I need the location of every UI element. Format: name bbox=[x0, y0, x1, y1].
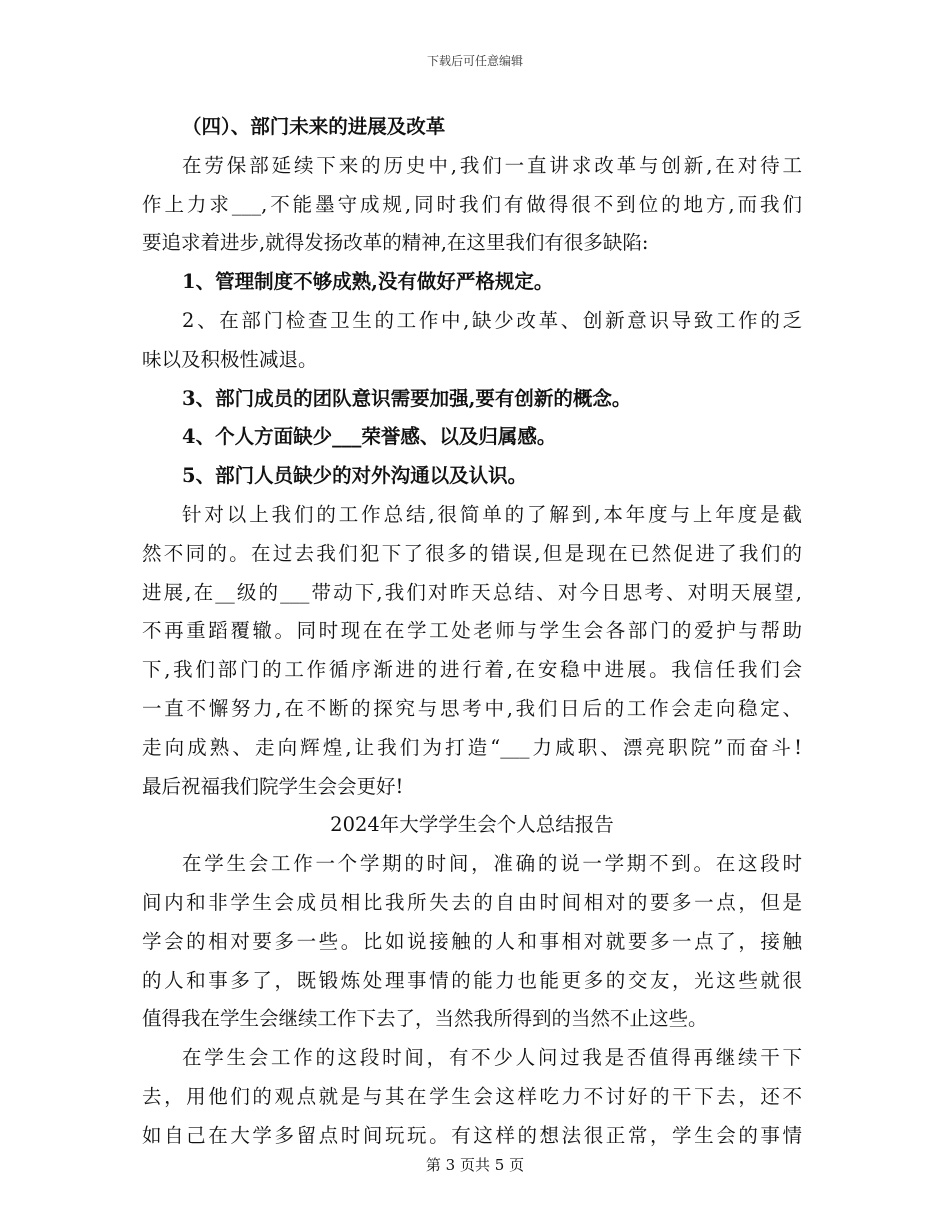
paragraph-line: 的人和事多了，既锻炼处理事情的能力也能更多的交友，光这些就很 bbox=[142, 968, 802, 992]
paragraph-line: 走向成熟、走向辉煌,让我们为打造“___力咸职、漂亮职院”而奋斗! bbox=[142, 735, 802, 759]
paragraph-line: 作上力求___,不能墨守成规,同时我们有做得很不到位的地方,而我们 bbox=[142, 192, 802, 216]
paragraph-line: 学会的相对要多一些。比如说接触的人和事相对就要多一点了，接触 bbox=[142, 929, 802, 953]
paragraph-line: 去，用他们的观点就是与其在学生会这样吃力不讨好的干下去，还不 bbox=[142, 1084, 802, 1108]
paragraph-line: 3、部门成员的团队意识需要加强,要有创新的概念。 bbox=[182, 386, 632, 410]
paragraph-line: 进展,在__级的___带动下,我们对昨天总结、对今日思考、对明天展望, bbox=[142, 580, 802, 604]
paragraph-line: 间内和非学生会成员相比我所失去的自由时间相对的要多一点，但是 bbox=[142, 890, 802, 914]
paragraph-line: 味以及积极性减退。 bbox=[142, 347, 318, 371]
paragraph-line: 在学生会工作的这段时间，有不少人问过我是否值得再继续干下 bbox=[182, 1046, 802, 1070]
document-body bbox=[142, 108, 802, 1156]
paragraph-line: 针对以上我们的工作总结,很简单的了解到,本年度与上年度是截 bbox=[182, 502, 802, 526]
paragraph-line: 1、管理制度不够成熟,没有做好严格规定。 bbox=[182, 270, 554, 294]
paragraph-line: 在学生会工作一个学期的时间，准确的说一学期不到。在这段时 bbox=[182, 852, 802, 876]
paragraph-line: 最后祝福我们院学生会会更好! bbox=[142, 774, 404, 798]
section-heading: （四）、部门未来的进展及改革 bbox=[182, 115, 446, 138]
paragraph-line: 5、部门人员缺少的对外沟通以及认识。 bbox=[182, 464, 528, 488]
paragraph-line: 如自己在大学多留点时间玩玩。有这样的想法很正常，学生会的事情 bbox=[142, 1123, 802, 1147]
paragraph-line: 一直不懈努力,在不断的探究与思考中,我们日后的工作会走向稳定、 bbox=[142, 696, 802, 720]
paragraph-line: 值得我在学生会继续工作下去了，当然我所得到的当然不止这些。 bbox=[142, 1007, 708, 1031]
paragraph-line: 要追求着进步,就得发扬改革的精神,在这里我们有很多缺陷: bbox=[142, 231, 649, 255]
paragraph-line: 不再重蹈覆辙。同时现在在学工处老师与学生会各部门的爱护与帮助 bbox=[142, 619, 802, 643]
document-title: 2024年大学学生会个人总结报告 bbox=[330, 813, 614, 837]
paragraph-line: 下,我们部门的工作循序渐进的进行着,在安稳中进展。我信任我们会 bbox=[142, 658, 802, 682]
paragraph-line: 在劳保部延续下来的历史中,我们一直讲求改革与创新,在对待工 bbox=[182, 153, 802, 177]
page-footer: 第 3 页共 5 页 bbox=[425, 1156, 525, 1174]
page-header: 下载后可任意编辑 bbox=[426, 54, 523, 68]
paragraph-line: 2、在部门检查卫生的工作中,缺少改革、创新意识导致工作的乏 bbox=[182, 308, 802, 332]
paragraph-line: 4、个人方面缺少___荣誉感、以及归属感。 bbox=[182, 425, 557, 449]
paragraph-line: 然不同的。在过去我们犯下了很多的错误,但是现在已然促进了我们的 bbox=[142, 541, 802, 565]
